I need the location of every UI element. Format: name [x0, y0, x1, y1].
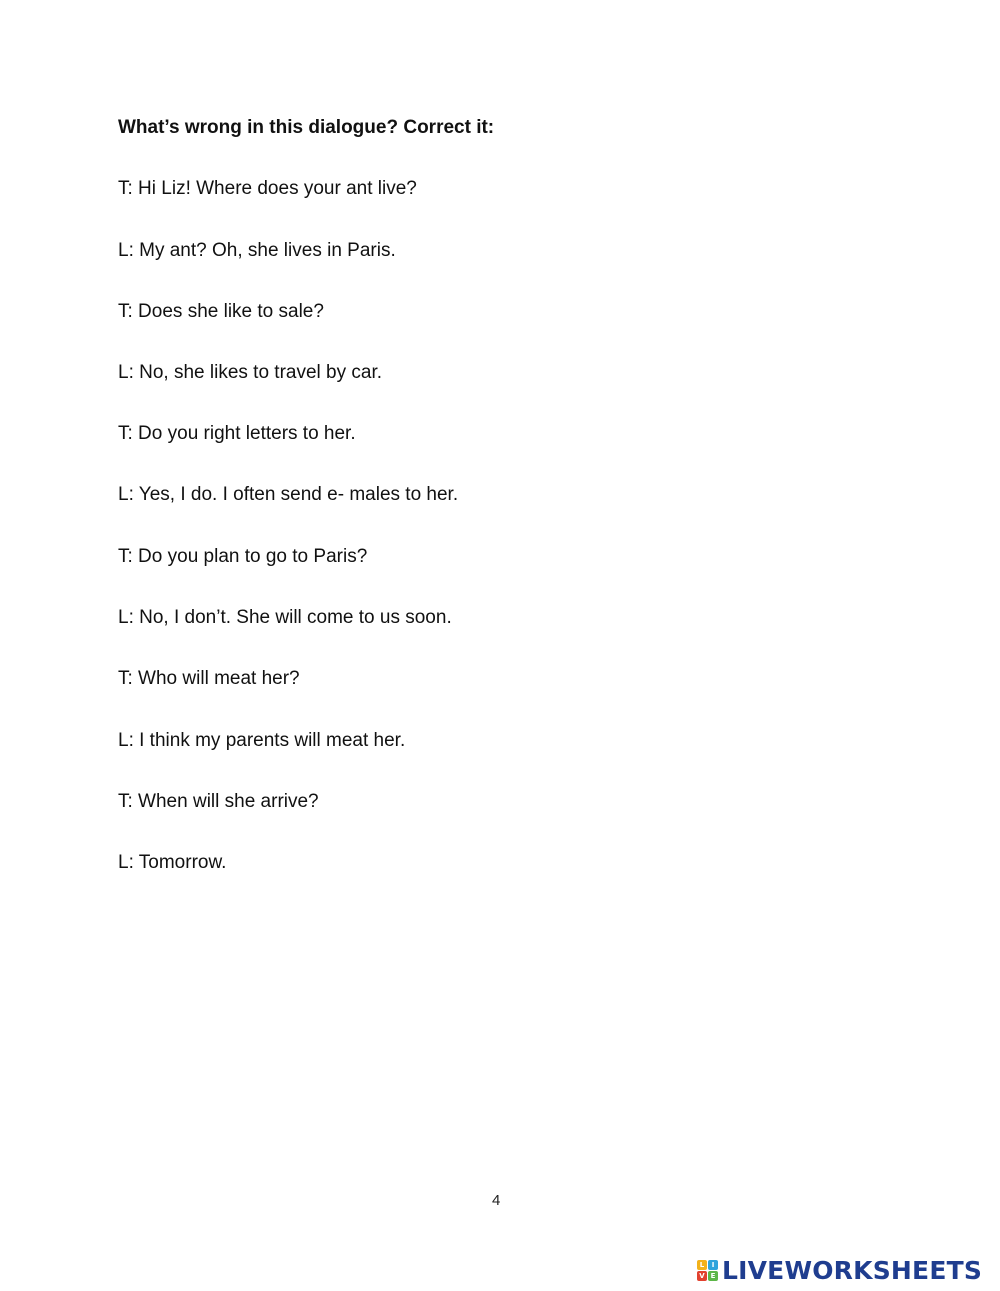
- dialogue-line: T: Does she like to sale?: [118, 301, 324, 322]
- dialogue-line: T: When will she arrive?: [118, 791, 319, 812]
- dialogue-line: T: Do you right letters to her.: [118, 423, 356, 444]
- liveworksheets-logo-icon: [697, 1260, 718, 1281]
- dialogue-line: L: No, she likes to travel by car.: [118, 362, 383, 383]
- dialogue-line: L: No, I don’t. She will come to us soon.: [118, 607, 452, 628]
- dialogue-line: L: My ant? Oh, she lives in Paris.: [118, 240, 396, 261]
- logo-tile-v: V: [697, 1271, 707, 1281]
- logo-tile-i: I: [708, 1260, 718, 1270]
- dialogue-line: T: Do you plan to go to Paris?: [118, 546, 368, 567]
- page-heading: What’s wrong in this dialogue? Correct it:: [118, 117, 495, 138]
- logo-tile-e: E: [708, 1271, 718, 1281]
- dialogue-line: T: Who will meat her?: [118, 668, 300, 689]
- dialogue-line: L: I think my parents will meat her.: [118, 730, 406, 751]
- dialogue-line: L: Yes, I do. I often send e- males to her.: [118, 484, 459, 505]
- page-number: 4: [492, 1192, 501, 1209]
- dialogue-line: T: Hi Liz! Where does your ant live?: [118, 178, 417, 199]
- brand-name: LIVEWORKSHEETS: [722, 1255, 983, 1285]
- dialogue-line: L: Tomorrow.: [118, 852, 227, 873]
- liveworksheets-brand: [697, 1253, 982, 1287]
- logo-tile-l: L: [697, 1260, 707, 1270]
